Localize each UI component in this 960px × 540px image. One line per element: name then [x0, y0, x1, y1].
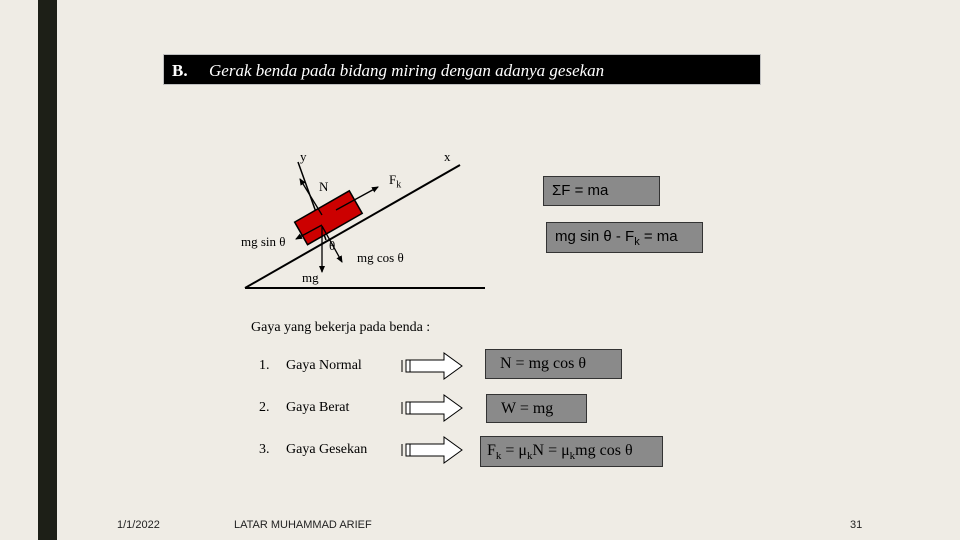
friction-result: $F_k = \mu_kN = \mu_kmg$ cos θ [480, 436, 663, 467]
page-number: 31 [850, 519, 863, 531]
mg-cos-label: mg cos θ [357, 250, 404, 265]
section-title: Gerak benda pada bidang miring dengan adanya gesekan [209, 61, 605, 80]
mg-sin-label: mg sin θ [241, 234, 286, 249]
force-item-berat: 2. Gaya Berat [259, 400, 350, 415]
arrow-icon [400, 351, 464, 381]
normal-force-result: N = mg cos θ [485, 349, 622, 379]
x-axis-label: x [444, 149, 451, 164]
sum-force-equation: ΣF = ma [543, 176, 660, 206]
force-item-normal: 1. Gaya Normal [259, 358, 362, 373]
weight-result: W = mg [486, 394, 587, 423]
mg-label: mg [302, 270, 319, 285]
forces-heading: Gaya yang bekerja pada benda : [251, 320, 431, 335]
motion-equation: mg sin θ - $F_k$ = ma [546, 222, 703, 253]
footer-author: LATAR MUHAMMAD ARIEF [234, 519, 372, 531]
arrow-icon [400, 435, 464, 465]
arrow-icon [400, 393, 464, 423]
section-letter: B. [172, 61, 188, 80]
y-axis-label: y [300, 149, 307, 164]
friction-force-label: $F_k$ [389, 172, 402, 191]
footer-date: 1/1/2022 [117, 519, 160, 531]
incline-surface [245, 165, 460, 288]
force-item-gesekan: 3. Gaya Gesekan [259, 442, 368, 457]
normal-force-label: N [319, 179, 329, 194]
theta-label: θ [329, 238, 336, 253]
